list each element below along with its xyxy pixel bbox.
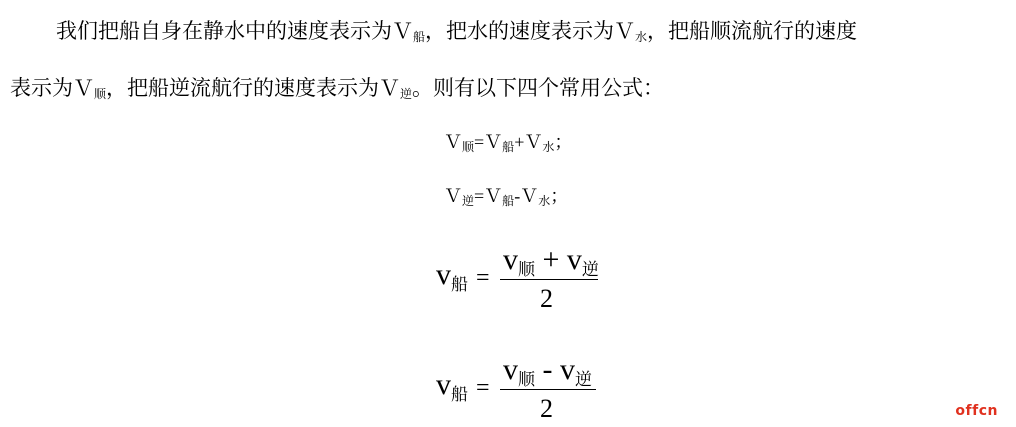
formula-operator: + (535, 243, 567, 276)
fraction-denominator: 2 (540, 284, 553, 313)
formula-operator: - (535, 353, 560, 386)
watermark-logo: offcn (955, 403, 998, 419)
formula-lhs (436, 370, 468, 410)
formula-subscript: 逆 (575, 370, 592, 389)
formula-symbol: v (436, 258, 451, 291)
formula-subscript: 逆 (462, 194, 475, 208)
subscript-upstream: 逆 (400, 87, 413, 101)
formula-subscript: 船 (502, 140, 515, 154)
paragraph-line-2 (10, 75, 1016, 107)
text-segment: ，把船逆流航行的速度表示为Ｖ (106, 76, 401, 100)
formula-subscript: 船 (502, 194, 515, 208)
formula-symbol: +Ｖ (514, 132, 543, 152)
formula-symbol: =Ｖ (474, 132, 503, 152)
text-segment: ，把水的速度表示为Ｖ (425, 19, 636, 43)
formula-symbol: v (503, 353, 518, 386)
formula-subscript: 顺 (518, 260, 535, 279)
text-segment: 表示为Ｖ (10, 76, 94, 100)
formula-symbol: -Ｖ (514, 186, 539, 206)
formula-subscript: 船 (451, 275, 468, 294)
formula-subscript: 水 (538, 194, 551, 208)
formula-punct: ； (554, 132, 573, 152)
formula-symbol: v (503, 243, 518, 276)
fraction-bar (500, 279, 598, 280)
formula-subscript: 船 (451, 385, 468, 404)
formula-symbol: Ｖ (444, 132, 462, 152)
formula-symbol: =Ｖ (474, 186, 503, 206)
text-segment: 我们把船自身在静水中的速度表示为Ｖ (56, 19, 413, 43)
formula-lhs (436, 260, 468, 300)
formula-subscript: 顺 (462, 140, 475, 154)
formula-punct: ； (550, 186, 569, 206)
formula-downstream-speed (444, 131, 572, 158)
formula-symbol: v (566, 243, 582, 276)
text-segment: 。则有以下四个常用公式： (412, 76, 665, 100)
subscript-water: 水 (635, 30, 648, 44)
equals-sign: = (476, 265, 490, 291)
paragraph-line-1 (56, 18, 1016, 50)
formula-subscript: 顺 (518, 370, 535, 389)
subscript-downstream: 顺 (94, 87, 107, 101)
formula-subscript: 水 (542, 140, 555, 154)
formula-symbol: v (436, 368, 451, 401)
formula-symbol: v (560, 353, 575, 386)
subscript-boat: 船 (413, 30, 426, 44)
text-segment: ，把船顺流航行的速度 (647, 19, 858, 43)
fraction-bar (500, 389, 596, 390)
formula-upstream-speed (444, 185, 568, 212)
equals-sign: = (476, 375, 490, 401)
formula-symbol: Ｖ (444, 186, 462, 206)
fraction-denominator: 2 (540, 394, 553, 423)
formula-subscript: 逆 (581, 260, 599, 279)
